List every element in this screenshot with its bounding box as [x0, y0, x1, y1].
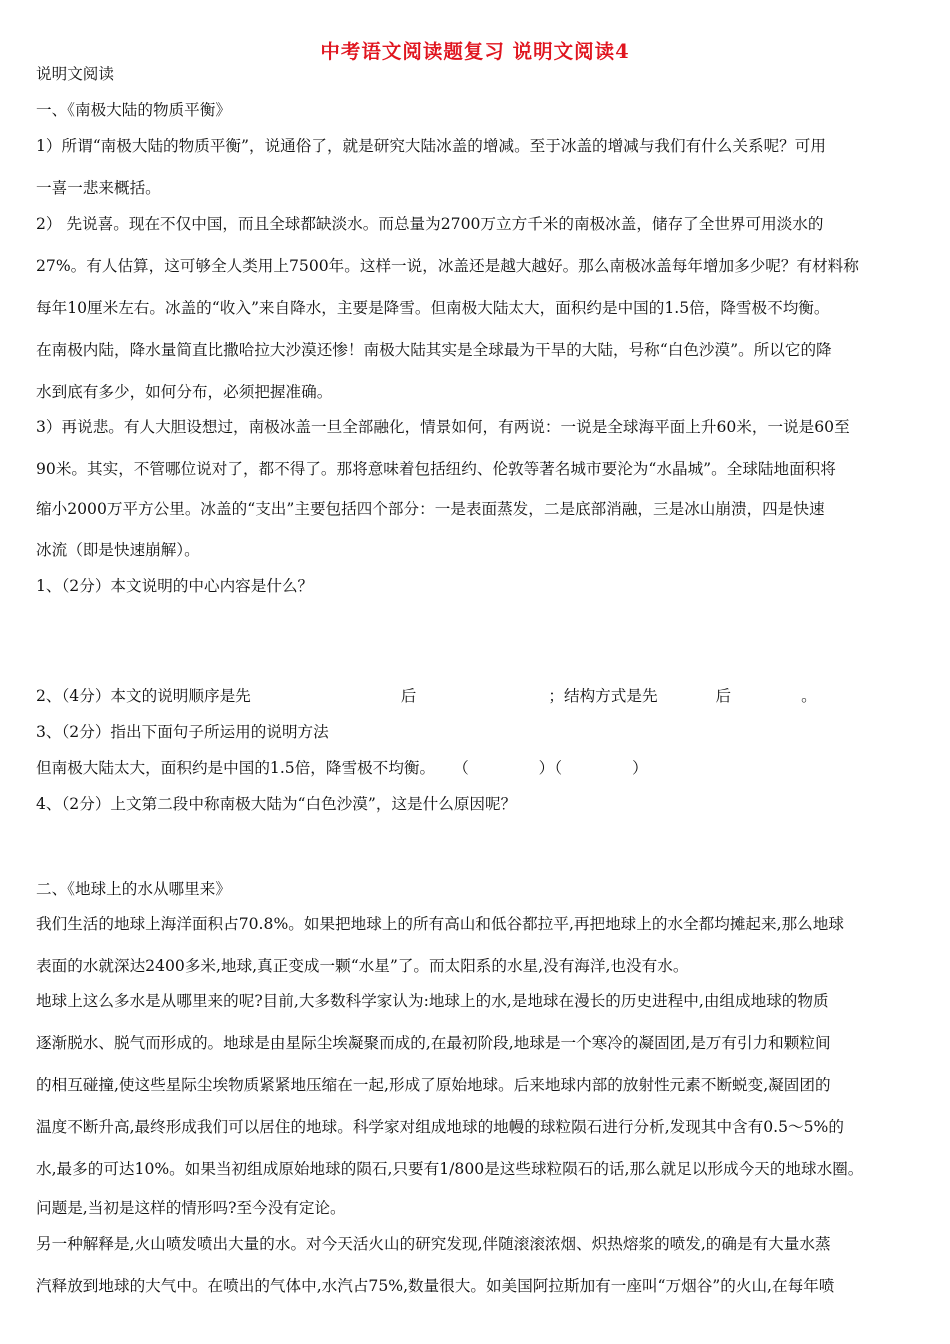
s2-line9: 另一种解释是,火山喷发喷出大量的水。对今天活火山的研究发现,伴随滚滚浓烟、炽热熔浆的喷发,的确是有大量水蒸 — [36, 1235, 831, 1253]
q2-part-a: 2、（4分）本文的说明顺序是先 — [36, 687, 251, 705]
section1-heading: 一、《南极大陆的物质平衡》 — [36, 101, 231, 119]
s1-p3-line1: 3）再说悲。有人大胆设想过，南极冰盖一旦全部融化，情景如何，有两说：一说是全球海平面上升60米，一说是60至 — [36, 418, 850, 436]
s1-p2-line1: 2） 先说喜。现在不仅中国，而且全球都缺淡水。而总量为2700万立方千米的南极冰盖，储存了全世界可用淡水的 — [36, 215, 824, 233]
s2-line2: 表面的水就深达2400多米,地球,真正变成一颗“水星”了。而太阳系的水星,没有海洋,也没有水。 — [36, 957, 689, 975]
q3-paren-open: （ — [453, 759, 469, 777]
s2-line6: 温度不断升高,最终形成我们可以居住的地球。科学家对组成地球的地幔的球粒陨石进行分析,发现其中含有0.5～5%的 — [36, 1118, 844, 1136]
s1-p3-line3: 缩小2000万平方公里。冰盖的“支出”主要包括四个部分：一是表面蒸发，二是底部消融，三是冰山崩溃，四是快速 — [36, 500, 825, 518]
question-4: 4、（2分）上文第二段中称南极大陆为“白色沙漠”，这是什么原因呢？ — [36, 795, 517, 813]
q3-paren-close: ） — [632, 759, 648, 777]
question-3-sentence — [36, 758, 648, 778]
s2-line3: 地球上这么多水是从哪里来的呢?目前,大多数科学家认为:地球上的水,是地球在漫长的历史进程中,由组成地球的物质 — [36, 992, 829, 1010]
document-title: 中考语文阅读题复习 说明文阅读4 — [320, 40, 630, 63]
q2-part-c: ；结构方式是先 — [548, 687, 658, 705]
s1-p3-line2: 90米。其实，不管哪位说对了，都不得了。那将意味着包括纽约、伦敦等著名城市要沦为“水晶城”。全球陆地面积将 — [36, 460, 836, 478]
s1-p2-line3: 每年10厘米左右。冰盖的“收入”来自降水，主要是降雪。但南极大陆太大，面积约是中国的1.5倍，降雪极不均衡。 — [36, 299, 830, 317]
s2-line1: 我们生活的地球上海洋面积占70.8%。如果把地球上的所有高山和低谷都拉平,再把地球上的水全都均摊起来,那么地球 — [36, 915, 844, 933]
question-2 — [36, 686, 817, 706]
s2-line5: 的相互碰撞,使这些星际尘埃物质紧紧地压缩在一起,形成了原始地球。后来地球内部的放射性元素不断蜕变,凝固团的 — [36, 1076, 831, 1094]
s2-line8: 问题是,当初是这样的情形吗?至今没有定论。 — [36, 1199, 346, 1217]
section2-heading: 二、《地球上的水从哪里来》 — [36, 880, 231, 898]
question-3: 3、（2分）指出下面句子所运用的说明方法 — [36, 723, 329, 741]
s2-line7: 水,最多的可达10%。如果当初组成原始地球的陨石,只要有1/800是这些球粒陨石的话,那么就足以形成今天的地球水圈。 — [36, 1160, 864, 1178]
q3-paren-mid: ）（ — [538, 759, 563, 777]
s1-p2-line5: 水到底有多少，如何分布，必须把握准确。 — [36, 383, 333, 401]
subtitle: 说明文阅读 — [36, 65, 114, 83]
s1-p2-line4: 在南极内陆，降水量简直比撒哈拉大沙漠还惨！南极大陆其实是全球最为干旱的大陆，号称“白色沙漠”。所以它的降 — [36, 341, 832, 359]
q3-sentence-text: 但南极大陆太大，面积约是中国的1.5倍，降雪极不均衡。 — [36, 759, 436, 777]
s1-p1-line2: 一喜一悲来概括。 — [36, 179, 161, 197]
s1-p3-line4: 冰流（即是快速崩解）。 — [36, 541, 200, 559]
s1-p2-line2: 27%。有人估算，这可够全人类用上7500年。这样一说，冰盖还是越大越好。那么南极冰盖每年增加多少呢？有材料称 — [36, 257, 859, 275]
question-1: 1、（2分）本文说明的中心内容是什么？ — [36, 577, 314, 595]
q2-part-b: 后 — [400, 687, 417, 705]
q2-part-e: 。 — [801, 687, 817, 705]
s1-p1-line1: 1）所谓“南极大陆的物质平衡”，说通俗了，就是研究大陆冰盖的增减。至于冰盖的增减与我们有什么关系呢？可用 — [36, 137, 826, 155]
s2-line4: 逐渐脱水、脱气而形成的。地球是由星际尘埃凝聚而成的,在最初阶段,地球是一个寒冷的凝固团,是万有引力和颗粒间 — [36, 1034, 831, 1052]
s2-line10: 汽释放到地球的大气中。在喷出的气体中,水汽占75%,数量很大。如美国阿拉斯加有一座叫“万烟谷”的火山,在每年喷 — [36, 1277, 835, 1295]
q2-part-d: 后 — [715, 687, 732, 705]
